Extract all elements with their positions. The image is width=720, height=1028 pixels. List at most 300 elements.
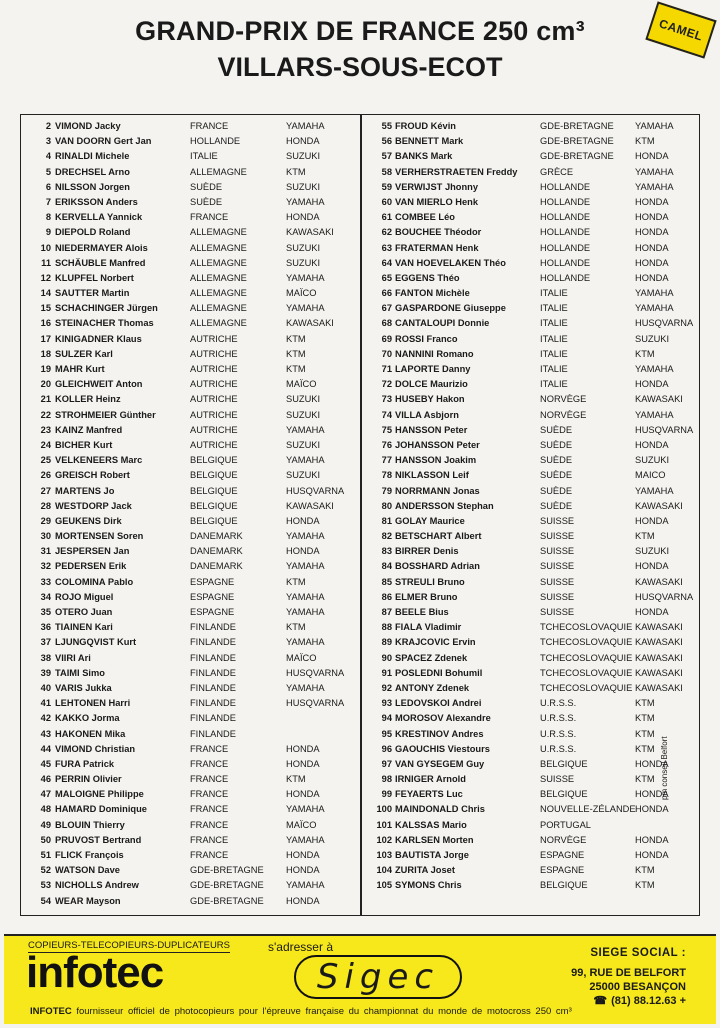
rider-make: SUZUKI	[286, 439, 321, 450]
ad-address-to: s'adresser à	[268, 940, 333, 954]
rider-name: NILSSON Jorgen	[55, 181, 130, 192]
siege-heading: SIEGE SOCIAL :	[590, 947, 686, 959]
rider-make: KAWASAKI	[635, 682, 683, 693]
rider-row	[21, 878, 360, 893]
rider-name: ZURITA Joset	[395, 865, 455, 876]
rider-country: AUTRICHE	[190, 439, 238, 450]
rider-row	[362, 241, 701, 256]
rider-name: NIKLASSON Leif	[395, 470, 469, 481]
infotec-advertisement	[4, 934, 716, 1024]
rider-country: ITALIE	[540, 303, 568, 314]
rider-number: 96	[381, 743, 392, 754]
rider-number: 33	[40, 576, 51, 587]
rider-row	[21, 210, 360, 225]
siege-phone: (81) 88.12.63 +	[611, 995, 686, 1007]
rider-number: 38	[40, 652, 51, 663]
rider-country: BELGIQUE	[190, 485, 238, 496]
rider-row	[21, 575, 360, 590]
rider-country: ALLEMAGNE	[190, 257, 247, 268]
rider-country: FINLANDE	[190, 622, 236, 633]
rider-row	[21, 134, 360, 149]
rider-country: BELGIQUE	[190, 515, 238, 526]
rider-number: 88	[381, 622, 392, 633]
rider-row	[362, 362, 701, 377]
rider-row	[21, 362, 360, 377]
rider-name: VIMOND Christian	[55, 743, 136, 754]
rider-name: PRUVOST Bertrand	[55, 834, 142, 845]
rider-country: BELGIQUE	[540, 789, 588, 800]
rider-country: NORVÈGE	[540, 409, 587, 420]
rider-row	[362, 225, 701, 240]
rider-number: 15	[40, 303, 51, 314]
rider-name: VARIS Jukka	[55, 682, 112, 693]
rider-country: FRANCE	[190, 850, 229, 860]
rider-country: DANEMARK	[190, 546, 243, 557]
rider-country: GDE-BRETAGNE	[190, 895, 264, 906]
rider-name: EGGENS Théo	[395, 272, 460, 283]
rider-row	[362, 316, 701, 331]
rider-row	[21, 347, 360, 362]
rider-row	[362, 301, 701, 316]
rider-row	[362, 377, 701, 392]
rider-number: 72	[381, 379, 392, 390]
rider-make: KAWASAKI	[286, 318, 334, 329]
rider-country: GDE-BRETAGNE	[190, 880, 264, 891]
rider-name: STEINACHER Thomas	[55, 318, 154, 329]
rider-number: 25	[40, 455, 51, 466]
rider-number: 101	[376, 819, 392, 830]
infotec-logo: infotec	[26, 948, 164, 997]
rider-make: HONDA	[635, 439, 669, 450]
rider-make: HONDA	[635, 196, 669, 207]
rider-row	[362, 514, 701, 529]
credit-text: pm conseil Belfort	[660, 736, 669, 800]
rider-country: HOLLANDE	[540, 181, 591, 192]
rider-row	[362, 833, 701, 848]
rider-country: FRANCE	[190, 212, 229, 223]
rider-country: FRANCE	[190, 819, 229, 830]
rider-name: FEYAERTS Luc	[395, 789, 463, 800]
rider-country: TCHECOSLOVAQUIE	[540, 637, 633, 648]
rider-row	[362, 818, 701, 833]
rider-name: HANSSON Joakim	[395, 455, 477, 466]
rider-row	[21, 605, 360, 620]
rider-country: ITALIE	[540, 364, 568, 374]
rider-row	[21, 818, 360, 833]
rider-country: SUISSE	[540, 546, 575, 557]
rider-country: AUTRICHE	[190, 333, 238, 344]
rider-number: 26	[40, 470, 51, 481]
rider-name: PERRIN Olivier	[55, 774, 122, 785]
rider-row	[362, 666, 701, 681]
rider-number: 20	[40, 379, 51, 390]
rider-row	[21, 484, 360, 499]
rider-number: 60	[381, 196, 392, 207]
rider-number: 32	[40, 561, 51, 572]
page-subtitle: VILLARS-SOUS-ECOT	[217, 52, 503, 82]
rider-number: 49	[40, 819, 51, 830]
rider-number: 97	[381, 758, 392, 769]
rider-make: HONDA	[286, 743, 320, 754]
rider-row	[362, 165, 701, 180]
rider-number: 56	[381, 136, 392, 147]
rider-country: GDE-BRETAGNE	[540, 136, 614, 147]
rider-name: FLICK François	[55, 850, 124, 860]
rider-name: KRESTINOV Andres	[395, 728, 484, 739]
rider-number: 50	[40, 834, 51, 845]
rider-name: KARLSEN Morten	[395, 834, 474, 845]
rider-name: BENNETT Mark	[395, 136, 464, 147]
rider-row	[21, 635, 360, 650]
rider-country: HOLLANDE	[540, 196, 591, 207]
rider-country: ESPAGNE	[190, 576, 235, 587]
rider-country: ITALIE	[190, 151, 218, 162]
rider-country: FRANCE	[190, 834, 229, 845]
rider-name: FRATERMAN Henk	[395, 242, 479, 253]
rider-country: HOLLANDE	[540, 212, 591, 223]
rider-name: BOSSHARD Adrian	[395, 561, 480, 572]
rider-row	[21, 165, 360, 180]
rider-row	[362, 392, 701, 407]
rider-make: KTM	[635, 728, 655, 739]
rider-country: SUÈDE	[540, 470, 573, 481]
rider-number: 89	[381, 637, 392, 648]
rider-number: 69	[381, 333, 392, 344]
rider-number: 7	[45, 196, 51, 207]
rider-name: VELKENEERS Marc	[55, 455, 143, 466]
rider-number: 47	[40, 789, 51, 800]
rider-row	[21, 544, 360, 559]
rider-name: SCHACHINGER Jürgen	[55, 303, 158, 314]
rider-row	[21, 225, 360, 240]
rider-name: SYMONS Chris	[395, 880, 462, 891]
rider-name: VIMOND Jacky	[55, 121, 121, 131]
rider-make: KAWASAKI	[635, 667, 683, 678]
rider-make: KTM	[286, 576, 306, 587]
ad-footer-text: fournisseur officiel de photocopieurs pour l'épreuve française du championnat du monde de motocross 250 cm³	[76, 1006, 572, 1017]
rider-make: MAÏCO	[286, 652, 317, 663]
rider-country: NOUVELLE-ZÉLANDE	[540, 804, 636, 815]
rider-make: KTM	[635, 865, 655, 876]
results-column-left	[21, 119, 360, 909]
rider-number: 5	[45, 166, 51, 177]
rider-number: 104	[376, 865, 392, 876]
rider-make: YAMAHA	[286, 637, 325, 648]
rider-country: FINLANDE	[190, 682, 236, 693]
rider-row	[362, 802, 701, 817]
rider-row	[362, 408, 701, 423]
rider-country: ESPAGNE	[540, 850, 585, 860]
rider-country: ALLEMAGNE	[190, 303, 247, 314]
rider-country: FINLANDE	[190, 637, 236, 648]
rider-row	[362, 559, 701, 574]
rider-number: 18	[40, 348, 51, 359]
rider-number: 86	[381, 591, 392, 602]
rider-name: FROUD Kévin	[395, 121, 456, 131]
rider-name: BOUCHEE Théodor	[395, 227, 482, 238]
rider-number: 59	[381, 181, 392, 192]
rider-name: KALSSAS Mario	[395, 819, 467, 830]
rider-number: 57	[381, 151, 392, 162]
rider-name: WEAR Mayson	[55, 895, 121, 906]
rider-name: BIRRER Denis	[395, 546, 459, 557]
rider-number: 4	[45, 151, 51, 162]
rider-name: LEHTONEN Harri	[55, 698, 131, 709]
rider-number: 21	[40, 394, 51, 405]
rider-make: KTM	[286, 622, 306, 633]
rider-row	[21, 666, 360, 681]
rider-country: PORTUGAL	[540, 819, 591, 830]
rider-row	[21, 590, 360, 605]
rider-country: BELGIQUE	[540, 758, 588, 769]
rider-number: 61	[381, 212, 392, 223]
rider-country: GDE-BRETAGNE	[540, 151, 614, 162]
rider-country: SUISSE	[540, 515, 575, 526]
rider-make: HUSQVARNA	[635, 591, 694, 602]
rider-row	[21, 772, 360, 787]
rider-name: SULZER Karl	[55, 348, 113, 359]
rider-make: HONDA	[286, 136, 320, 147]
rider-row	[21, 119, 360, 134]
rider-number: 40	[40, 682, 51, 693]
rider-name: DRECHSEL Arno	[55, 166, 130, 177]
rider-make: KTM	[635, 348, 655, 359]
rider-row	[362, 210, 701, 225]
rider-row	[21, 301, 360, 316]
ad-footer-brand: INFOTEC	[30, 1006, 72, 1017]
rider-number: 73	[381, 394, 392, 405]
rider-make: HUSQVARNA	[635, 318, 694, 329]
rider-make: SUZUKI	[286, 181, 321, 192]
rider-make: KAWASAKI	[635, 576, 683, 587]
rider-make: MAÏCO	[286, 819, 317, 830]
rider-name: GASPARDONE Giuseppe	[395, 303, 506, 314]
rider-name: MARTENS Jo	[55, 485, 115, 496]
rider-country: FINLANDE	[190, 728, 236, 739]
rider-row	[21, 711, 360, 726]
rider-country: FRANCE	[190, 743, 229, 754]
rider-row	[21, 529, 360, 544]
rider-make: HONDA	[635, 804, 669, 815]
rider-number: 43	[40, 728, 51, 739]
rider-make: YAMAHA	[286, 607, 325, 617]
rider-name: FURA Patrick	[55, 758, 115, 769]
rider-make: SUZUKI	[286, 409, 321, 420]
rider-number: 85	[381, 576, 392, 587]
rider-name: SPACEZ Zdenek	[395, 652, 468, 663]
rider-number: 19	[40, 364, 51, 374]
rider-name: VERHERSTRAETEN Freddy	[395, 166, 518, 177]
rider-make: KAWASAKI	[286, 227, 334, 238]
results-column-right	[362, 119, 701, 894]
rider-number: 105	[376, 880, 392, 891]
rider-country: ITALIE	[540, 318, 568, 329]
rider-number: 8	[45, 212, 51, 223]
rider-number: 80	[381, 500, 392, 511]
rider-row	[362, 149, 701, 164]
rider-make: YAMAHA	[286, 804, 325, 815]
rider-make: HUSQVARNA	[286, 698, 345, 709]
rider-number: 22	[40, 409, 51, 420]
rider-make: HONDA	[286, 515, 320, 526]
rider-name: RINALDI Michele	[55, 151, 130, 162]
rider-number: 81	[381, 515, 392, 526]
rider-name: KAINZ Manfred	[55, 424, 123, 435]
rider-make: YAMAHA	[286, 591, 325, 602]
rider-country: U.R.S.S.	[540, 743, 577, 754]
rider-make: HONDA	[635, 257, 669, 268]
rider-row	[362, 484, 701, 499]
rider-make: YAMAHA	[635, 303, 674, 314]
rider-row	[362, 286, 701, 301]
rider-row	[362, 651, 701, 666]
rider-name: GOLAY Maurice	[395, 515, 465, 526]
rider-name: KRAJCOVIC Ervin	[395, 637, 476, 648]
rider-name: HAMARD Dominique	[55, 804, 147, 815]
rider-row	[21, 651, 360, 666]
ad-siege-social	[571, 946, 686, 1008]
rider-row	[21, 377, 360, 392]
rider-make: SUZUKI	[286, 470, 321, 481]
rider-row	[362, 787, 701, 802]
rider-country: SUISSE	[540, 576, 575, 587]
rider-name: STROHMEIER Günther	[55, 409, 156, 420]
rider-number: 48	[40, 804, 51, 815]
rider-number: 53	[40, 880, 51, 891]
rider-row	[362, 727, 701, 742]
rider-make: KTM	[286, 333, 306, 344]
rider-number: 24	[40, 439, 51, 450]
rider-make: HONDA	[635, 227, 669, 238]
rider-row	[21, 787, 360, 802]
rider-number: 45	[40, 758, 51, 769]
rider-row	[21, 559, 360, 574]
rider-make: HONDA	[635, 151, 669, 162]
rider-number: 70	[381, 348, 392, 359]
rider-make: KTM	[286, 166, 306, 177]
rider-number: 102	[376, 834, 392, 845]
rider-make: YAMAHA	[286, 303, 325, 314]
rider-name: ERIKSSON Anders	[55, 196, 138, 207]
rider-row	[21, 848, 360, 863]
rider-row	[362, 863, 701, 878]
rider-name: TIAINEN Kari	[55, 622, 113, 633]
rider-name: KERVELLA Yannick	[55, 212, 143, 223]
rider-number: 39	[40, 667, 51, 678]
rider-name: OTERO Juan	[55, 607, 113, 617]
rider-make: SUZUKI	[635, 455, 670, 466]
rider-country: FRANCE	[190, 758, 229, 769]
rider-country: ITALIE	[540, 288, 568, 299]
rider-row	[362, 742, 701, 757]
rider-name: ELMER Bruno	[395, 591, 458, 602]
rider-number: 14	[40, 288, 51, 299]
rider-name: NANNINI Romano	[395, 348, 474, 359]
rider-country: HOLLANDE	[540, 242, 591, 253]
rider-row	[21, 453, 360, 468]
rider-make: YAMAHA	[286, 531, 325, 542]
siege-street: 99, RUE DE BELFORT	[571, 967, 686, 979]
rider-country: BELGIQUE	[190, 455, 238, 466]
rider-make: HONDA	[286, 789, 320, 800]
rider-name: HUSEBY Hakon	[395, 394, 465, 405]
ad-tagline: COPIEURS-TELECOPIEURS-DUPLICATEURS	[28, 940, 230, 951]
rider-row	[21, 286, 360, 301]
rider-row	[21, 620, 360, 635]
rider-make: SUZUKI	[635, 333, 670, 344]
rider-number: 55	[381, 121, 392, 131]
rider-row	[362, 681, 701, 696]
rider-country: FINLANDE	[190, 713, 236, 724]
rider-make: YAMAHA	[635, 364, 674, 374]
rider-number: 91	[381, 667, 392, 678]
rider-name: HAKONEN Mika	[55, 728, 126, 739]
rider-make: KTM	[635, 531, 655, 542]
rider-row	[21, 863, 360, 878]
rider-country: NORVÈGE	[540, 394, 587, 405]
rider-country: SUÈDE	[540, 455, 573, 466]
rider-number: 31	[40, 546, 51, 557]
rider-make: KTM	[286, 348, 306, 359]
rider-country: FRANCE	[190, 789, 229, 800]
rider-make: HUSQVARNA	[286, 667, 345, 678]
rider-country: ITALIE	[540, 348, 568, 359]
rider-row	[362, 423, 701, 438]
rider-name: BANKS Mark	[395, 151, 453, 162]
rider-row	[21, 757, 360, 772]
rider-name: TAIMI Simo	[55, 667, 105, 678]
rider-make: HONDA	[635, 242, 669, 253]
rider-row	[21, 468, 360, 483]
rider-row	[21, 696, 360, 711]
rider-country: AUTRICHE	[190, 424, 238, 435]
rider-row	[21, 149, 360, 164]
rider-country: GDE-BRETAGNE	[540, 121, 614, 131]
rider-country: FRANCE	[190, 774, 229, 785]
rider-make: KAWASAKI	[635, 394, 683, 405]
rider-number: 30	[40, 531, 51, 542]
rider-row	[21, 727, 360, 742]
rider-number: 95	[381, 728, 392, 739]
rider-name: IRNIGER Arnold	[395, 774, 466, 785]
rider-row	[21, 438, 360, 453]
rider-row	[21, 195, 360, 210]
rider-row	[362, 605, 701, 620]
rider-row	[21, 802, 360, 817]
rider-number: 63	[381, 242, 392, 253]
rider-number: 93	[381, 698, 392, 709]
rider-row	[362, 772, 701, 787]
rider-name: DIEPOLD Roland	[55, 227, 131, 238]
rider-number: 6	[45, 181, 51, 192]
rider-make: HONDA	[635, 272, 669, 283]
rider-row	[362, 195, 701, 210]
rider-name: ANDERSSON Stephan	[395, 500, 494, 511]
rider-name: MORTENSEN Soren	[55, 531, 144, 542]
rider-row	[362, 711, 701, 726]
rider-row	[362, 696, 701, 711]
rider-name: SAUTTER Martin	[55, 288, 130, 299]
ad-footer	[30, 1006, 572, 1017]
rider-make: SUZUKI	[635, 546, 670, 557]
rider-name: KLUPFEL Norbert	[55, 272, 134, 283]
rider-country: SUISSE	[540, 561, 575, 572]
rider-number: 16	[40, 318, 51, 329]
rider-make: SUZUKI	[286, 242, 321, 253]
rider-number: 66	[381, 288, 392, 299]
rider-name: FANTON Michèle	[395, 288, 470, 299]
rider-number: 34	[40, 591, 51, 602]
